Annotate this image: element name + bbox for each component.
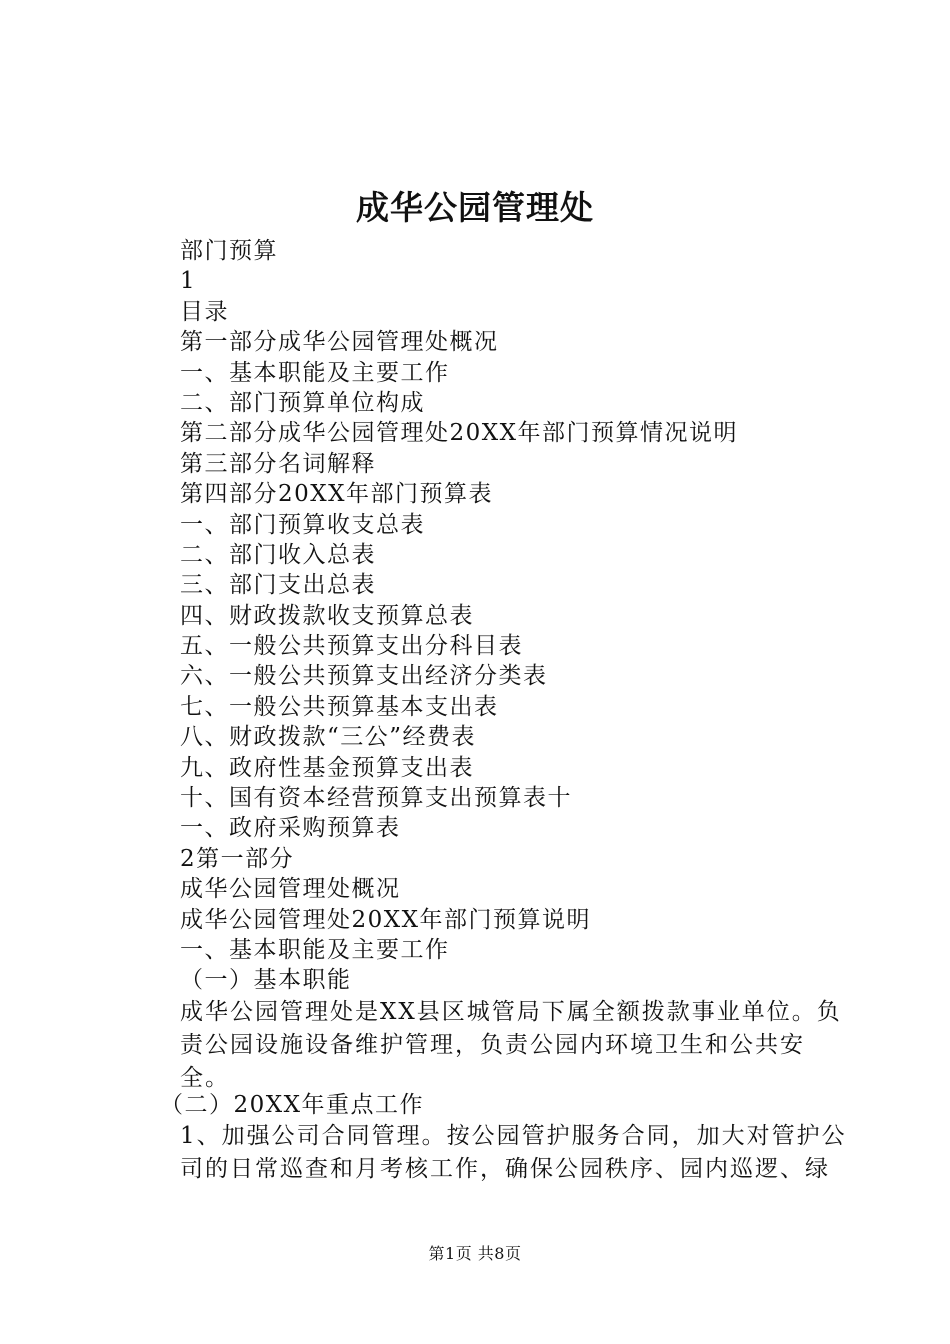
list-item: 二、部门收入总表 — [180, 541, 376, 568]
list-item: 三、部门支出总表 — [180, 572, 376, 599]
list-item: 十、国有资本经营预算支出预算表十 — [180, 785, 572, 812]
list-item: 八、财政拨款“三公”经费表 — [180, 724, 477, 751]
list-item: 二、部门预算单位构成 — [180, 389, 425, 416]
paragraph-text: 成华公园管理处是XX县区城管局下属全额拨款事业单位。负责公园设施设备维护管理，负责公园内环境卫生和公共安全。 — [180, 999, 842, 1091]
list-item: 六、一般公共预算支出经济分类表 — [180, 663, 548, 690]
list-item: 第三部分名词解释 — [180, 450, 376, 477]
list-item: 九、政府性基金预算支出表 — [180, 754, 474, 781]
page-footer: 第1页 共8页 — [428, 1244, 522, 1263]
list-item: 五、一般公共预算支出分科目表 — [180, 633, 523, 660]
body-paragraph — [130, 1120, 850, 1186]
list-item: 成华公园管理处概况 — [180, 876, 401, 903]
list-item: 1 — [180, 268, 197, 295]
list-item: 目录 — [180, 298, 229, 325]
list-item: 一、基本职能及主要工作 — [180, 936, 450, 963]
page-title: 成华公园管理处 — [356, 188, 594, 227]
toc-list — [180, 236, 880, 996]
list-item: 四、财政拨款收支预算总表 — [180, 602, 474, 629]
list-item: 一、部门预算收支总表 — [180, 511, 425, 538]
list-item: 一、政府采购预算表 — [180, 815, 401, 842]
list-item: （一）基本职能 — [180, 967, 352, 994]
list-item: 成华公园管理处20XX年部门预算说明 — [180, 906, 592, 933]
list-item: 七、一般公共预算基本支出表 — [180, 693, 499, 720]
list-item: 部门预算 — [180, 238, 278, 264]
body-paragraph — [130, 996, 850, 1095]
section-heading: （二）20XX年重点工作 — [160, 1092, 425, 1118]
list-item: 第二部分成华公园管理处20XX年部门预算情况说明 — [180, 420, 739, 447]
list-item: 2第一部分 — [180, 845, 295, 872]
list-item: 第一部分成华公园管理处概况 — [180, 329, 499, 356]
paragraph-text: 1、加强公司合同管理。按公园管护服务合同，加大对管护公司的日常巡查和月考核工作，确保公园秩序、园内巡逻、绿 — [180, 1123, 847, 1182]
list-item: 第四部分20XX年部门预算表 — [180, 481, 494, 508]
list-item: 一、基本职能及主要工作 — [180, 359, 450, 386]
